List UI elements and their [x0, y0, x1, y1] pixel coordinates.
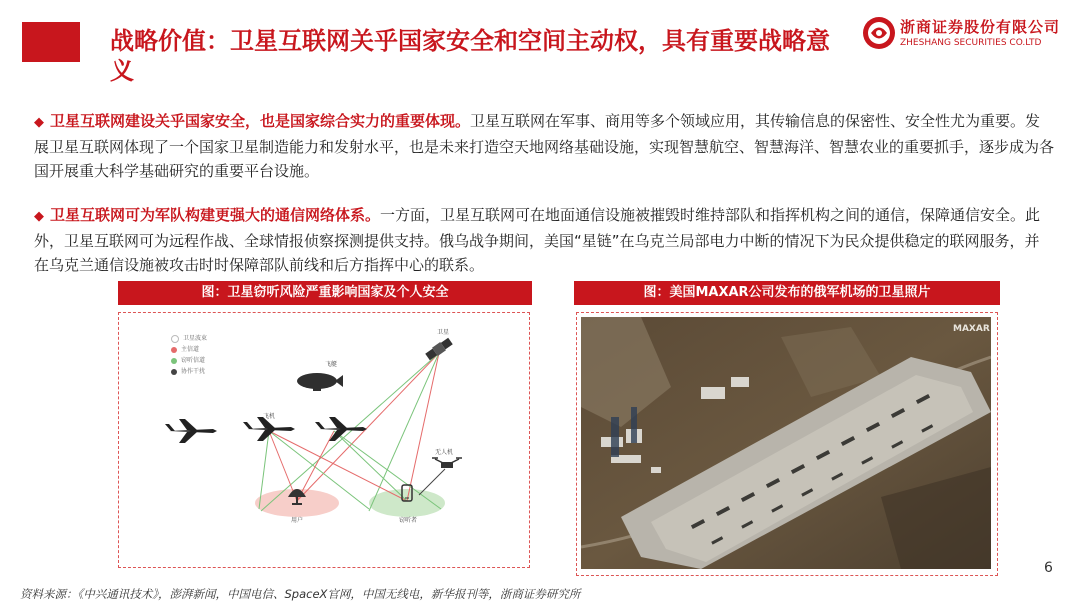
airship-label: 飞艇	[325, 361, 338, 368]
photo-watermark: MAXAR	[953, 324, 990, 334]
figure-2-caption: 图：美国MAXAR公司发布的俄军机场的卫星照片	[574, 281, 1000, 305]
point-2-lead: 卫星互联网可为军队构建更强大的通信网络体系。	[50, 206, 381, 224]
company-logo	[862, 14, 1062, 54]
point-2	[34, 203, 1054, 277]
page-number: 6	[1044, 560, 1053, 576]
airship-icon	[297, 373, 343, 391]
aircraft-icon	[243, 417, 295, 441]
airfield-satellite-photo	[581, 317, 991, 569]
legend-item: 卫星波束	[171, 333, 207, 344]
company-name-cn: 浙商证券股份有限公司	[900, 18, 1061, 36]
point-1	[34, 109, 1054, 183]
diagram-drawing	[119, 313, 528, 566]
legend-item: 主信道	[171, 344, 207, 355]
eavesdropper-label: 窃听者	[399, 517, 418, 524]
drone-label: 无人机	[435, 449, 454, 456]
aircraft-label: 飞机	[263, 413, 276, 420]
drone-icon	[432, 458, 462, 468]
point-2-body: 一方面，卫星互联网可在地面通信设施被摧毁时维持部队和指挥机构之间的通信，保障通信安全。此外，卫星互联网可为远程作战、全球情报侦察探测提供支持。俄乌战争期间，美国“星链”在乌克兰局部电力中断的情况下为民众提供稳定的联网服务，并在乌克兰通信设施被攻击时时保障部队前线和后方指挥中心的联系。	[34, 206, 1041, 274]
satellite-icon	[425, 337, 454, 361]
point-1-lead: 卫星互联网建设关乎国家安全，也是国家综合实力的重要体现。	[50, 112, 471, 130]
jamming-link-line	[419, 469, 445, 495]
user-label: 用户	[291, 517, 304, 524]
aircraft-icon	[165, 419, 217, 443]
zheshang-logo-icon	[862, 16, 896, 50]
source-note: 资料来源：《中兴通讯技术》，澎湃新闻，中国电信、SpaceX官网，中国无线电，新华报刊等，浙商证券研究所	[20, 587, 581, 601]
satellite-beam-line	[407, 353, 439, 501]
bullet-diamond-icon: ◆	[34, 209, 44, 224]
figure-1-caption: 图：卫星窃听风险严重影响国家及个人安全	[118, 281, 532, 305]
satellite-photo-frame	[576, 312, 998, 576]
bullet-diamond-icon: ◆	[34, 115, 44, 130]
company-name-en: ZHESHANG SECURITIES CO.LTD	[900, 38, 1042, 48]
point-1-body: 卫星互联网在军事、商用等多个领域应用，其传输信息的保密性、安全性尤为重要。发展卫星互联网体现了一个国家卫星制造能力和发射水平，也是未来打造空天地网络基础设施，实现智慧航空、智慧海洋、智慧农业的重要抓手，逐步成为各国开展重大科学基础研究的重要平台设施。	[34, 112, 1055, 180]
title-accent-block	[22, 22, 80, 62]
satellite-label: 卫星	[437, 329, 450, 336]
eavesdropping-diagram	[118, 312, 530, 568]
legend-item: 窃听信道	[171, 355, 207, 366]
legend-item: 协作干扰	[171, 366, 207, 377]
page-title: 战略价值：卫星互联网关乎国家安全和空间主动权，具有重要战略意义	[110, 27, 830, 85]
